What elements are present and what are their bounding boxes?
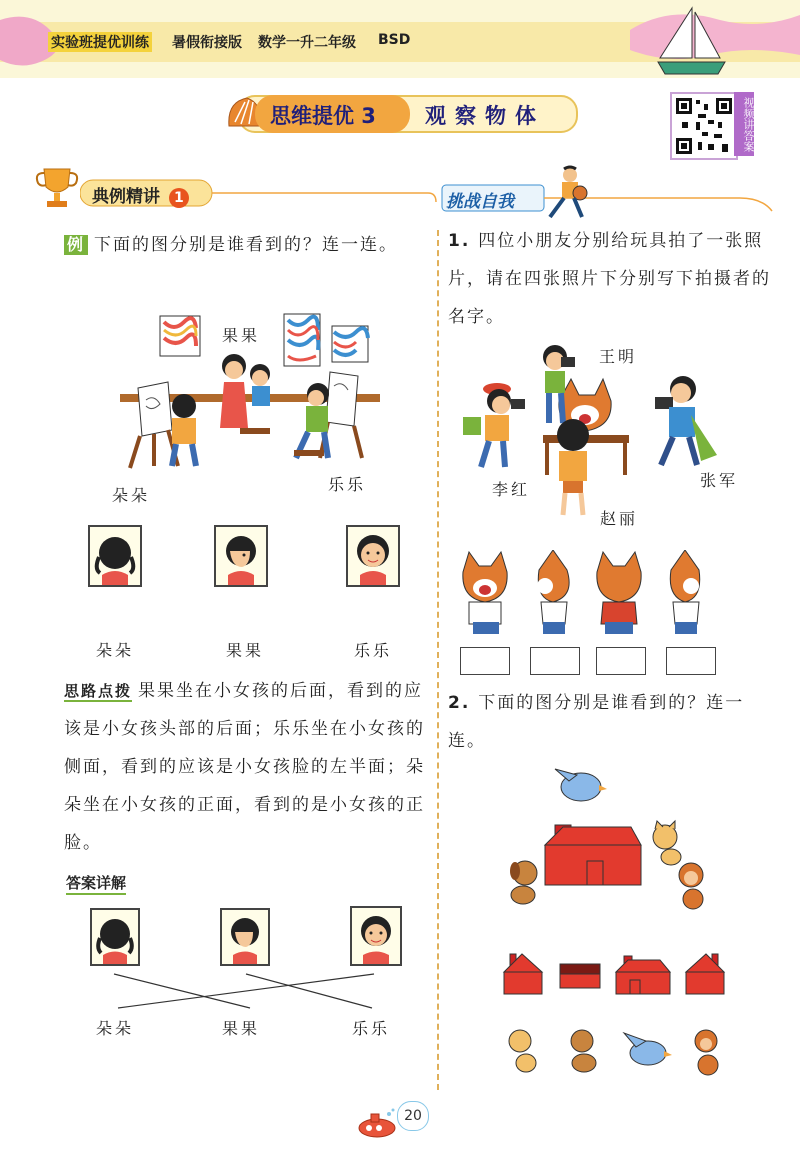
house-view-right (686, 954, 724, 994)
example-tag: 例 (64, 235, 88, 255)
answer-card-front-view (350, 906, 402, 966)
answer-card-back-of-head (90, 908, 140, 966)
answer-tag: 答案详解 (66, 872, 126, 895)
section-title-examples (92, 182, 189, 208)
fox-back-photo (597, 552, 641, 634)
option-cat (509, 1030, 536, 1072)
edition-label: 暑假衔接版 (172, 35, 242, 51)
answer-box-4[interactable] (666, 647, 716, 675)
answer-box-3[interactable] (596, 647, 646, 675)
example-text: 下面的图分别是谁看到的？连一连。 (94, 235, 399, 255)
q1-text: 四位小朋友分别给玩具拍了一张照片，请在四张照片下分别写下拍摄者的名字。 (448, 231, 771, 327)
cat-right (653, 821, 681, 865)
house-center (545, 825, 641, 885)
page-title-part1: 思维提优 3 (270, 104, 376, 128)
animal-options-row (500, 1025, 730, 1085)
question-1 (448, 222, 778, 336)
answer-name-1: 朵朵 (96, 1019, 135, 1038)
photographer-label-zhangjun: 张军 (700, 471, 739, 490)
page-header (0, 0, 800, 78)
submarine-icon (355, 1108, 399, 1142)
scene-label-duoduo: 朵朵 (112, 486, 151, 505)
answer-card-side-view (220, 908, 270, 966)
scene-label-lele: 乐乐 (328, 475, 367, 494)
sailboat-icon (630, 0, 800, 80)
face-card-back-of-head (88, 525, 142, 587)
subject-label: 数学一升二年级 (258, 35, 356, 51)
bird-top (555, 769, 607, 801)
section-label-text: 典例精讲 (92, 187, 160, 207)
fox-right-side-photo (537, 550, 569, 634)
house-animals-scene (495, 765, 730, 915)
option-monkey (695, 1030, 718, 1075)
fox-front-photo (463, 552, 507, 634)
photographer-label-wangming: 王明 (599, 347, 638, 366)
brand-title: 实验班提优训练 (48, 32, 152, 52)
answer-connecting-lines (100, 966, 400, 1016)
tip-tag: 思路点拨 (64, 682, 133, 700)
q1-number: 1. (448, 231, 471, 251)
q2-number: 2. (448, 693, 471, 713)
page-title-part2: 观察物体 (425, 104, 545, 128)
dog-left (510, 861, 537, 904)
face-card-side-view (214, 525, 268, 587)
house-view-top (560, 964, 600, 988)
code-label: BSD (378, 32, 411, 48)
house-view-front (616, 956, 670, 994)
photographer-label-zhaoli: 赵丽 (600, 509, 639, 528)
answer-box-2[interactable] (530, 647, 580, 675)
q2-text: 下面的图分别是谁看到的？连一连。 (448, 693, 745, 751)
section-title-challenge: 挑战自我 (446, 192, 514, 212)
column-divider (437, 230, 439, 1090)
trophy-icon (32, 165, 82, 211)
monkey-right (679, 863, 703, 909)
qr-code[interactable] (670, 92, 738, 160)
tip-text: 果果坐在小女孩的后面，看到的应该是小女孩头部的后面；乐乐坐在小女孩的侧面，看到的应该是小女孩脸的左半面；朵朵坐在小女孩的正面，看到的是小女孩的正脸。 (64, 681, 425, 853)
fox-left-side-photo (670, 550, 699, 634)
name-row-1: 朵朵 (96, 641, 135, 660)
photographer-label-lihong: 李红 (492, 480, 531, 499)
house-view-options (500, 950, 730, 1000)
face-card-front-view (346, 525, 400, 587)
toy-fox-photos (455, 550, 735, 640)
house-view-left (504, 954, 542, 994)
thinking-tip (64, 672, 426, 862)
question-2 (448, 684, 778, 760)
qr-label: 视频讲答案 (734, 92, 754, 156)
answer-box-1[interactable] (460, 647, 510, 675)
section-number-badge: 1 (169, 188, 189, 208)
name-row-2: 果果 (226, 641, 265, 660)
answer-name-3: 乐乐 (352, 1019, 391, 1038)
answer-name-2: 果果 (222, 1019, 261, 1038)
scene-label-guoguo: 果果 (222, 326, 261, 345)
option-bird (624, 1033, 672, 1065)
page-number: 20 (397, 1101, 429, 1131)
example-question (64, 226, 422, 264)
name-row-3: 乐乐 (354, 641, 393, 660)
option-dog (571, 1030, 596, 1072)
